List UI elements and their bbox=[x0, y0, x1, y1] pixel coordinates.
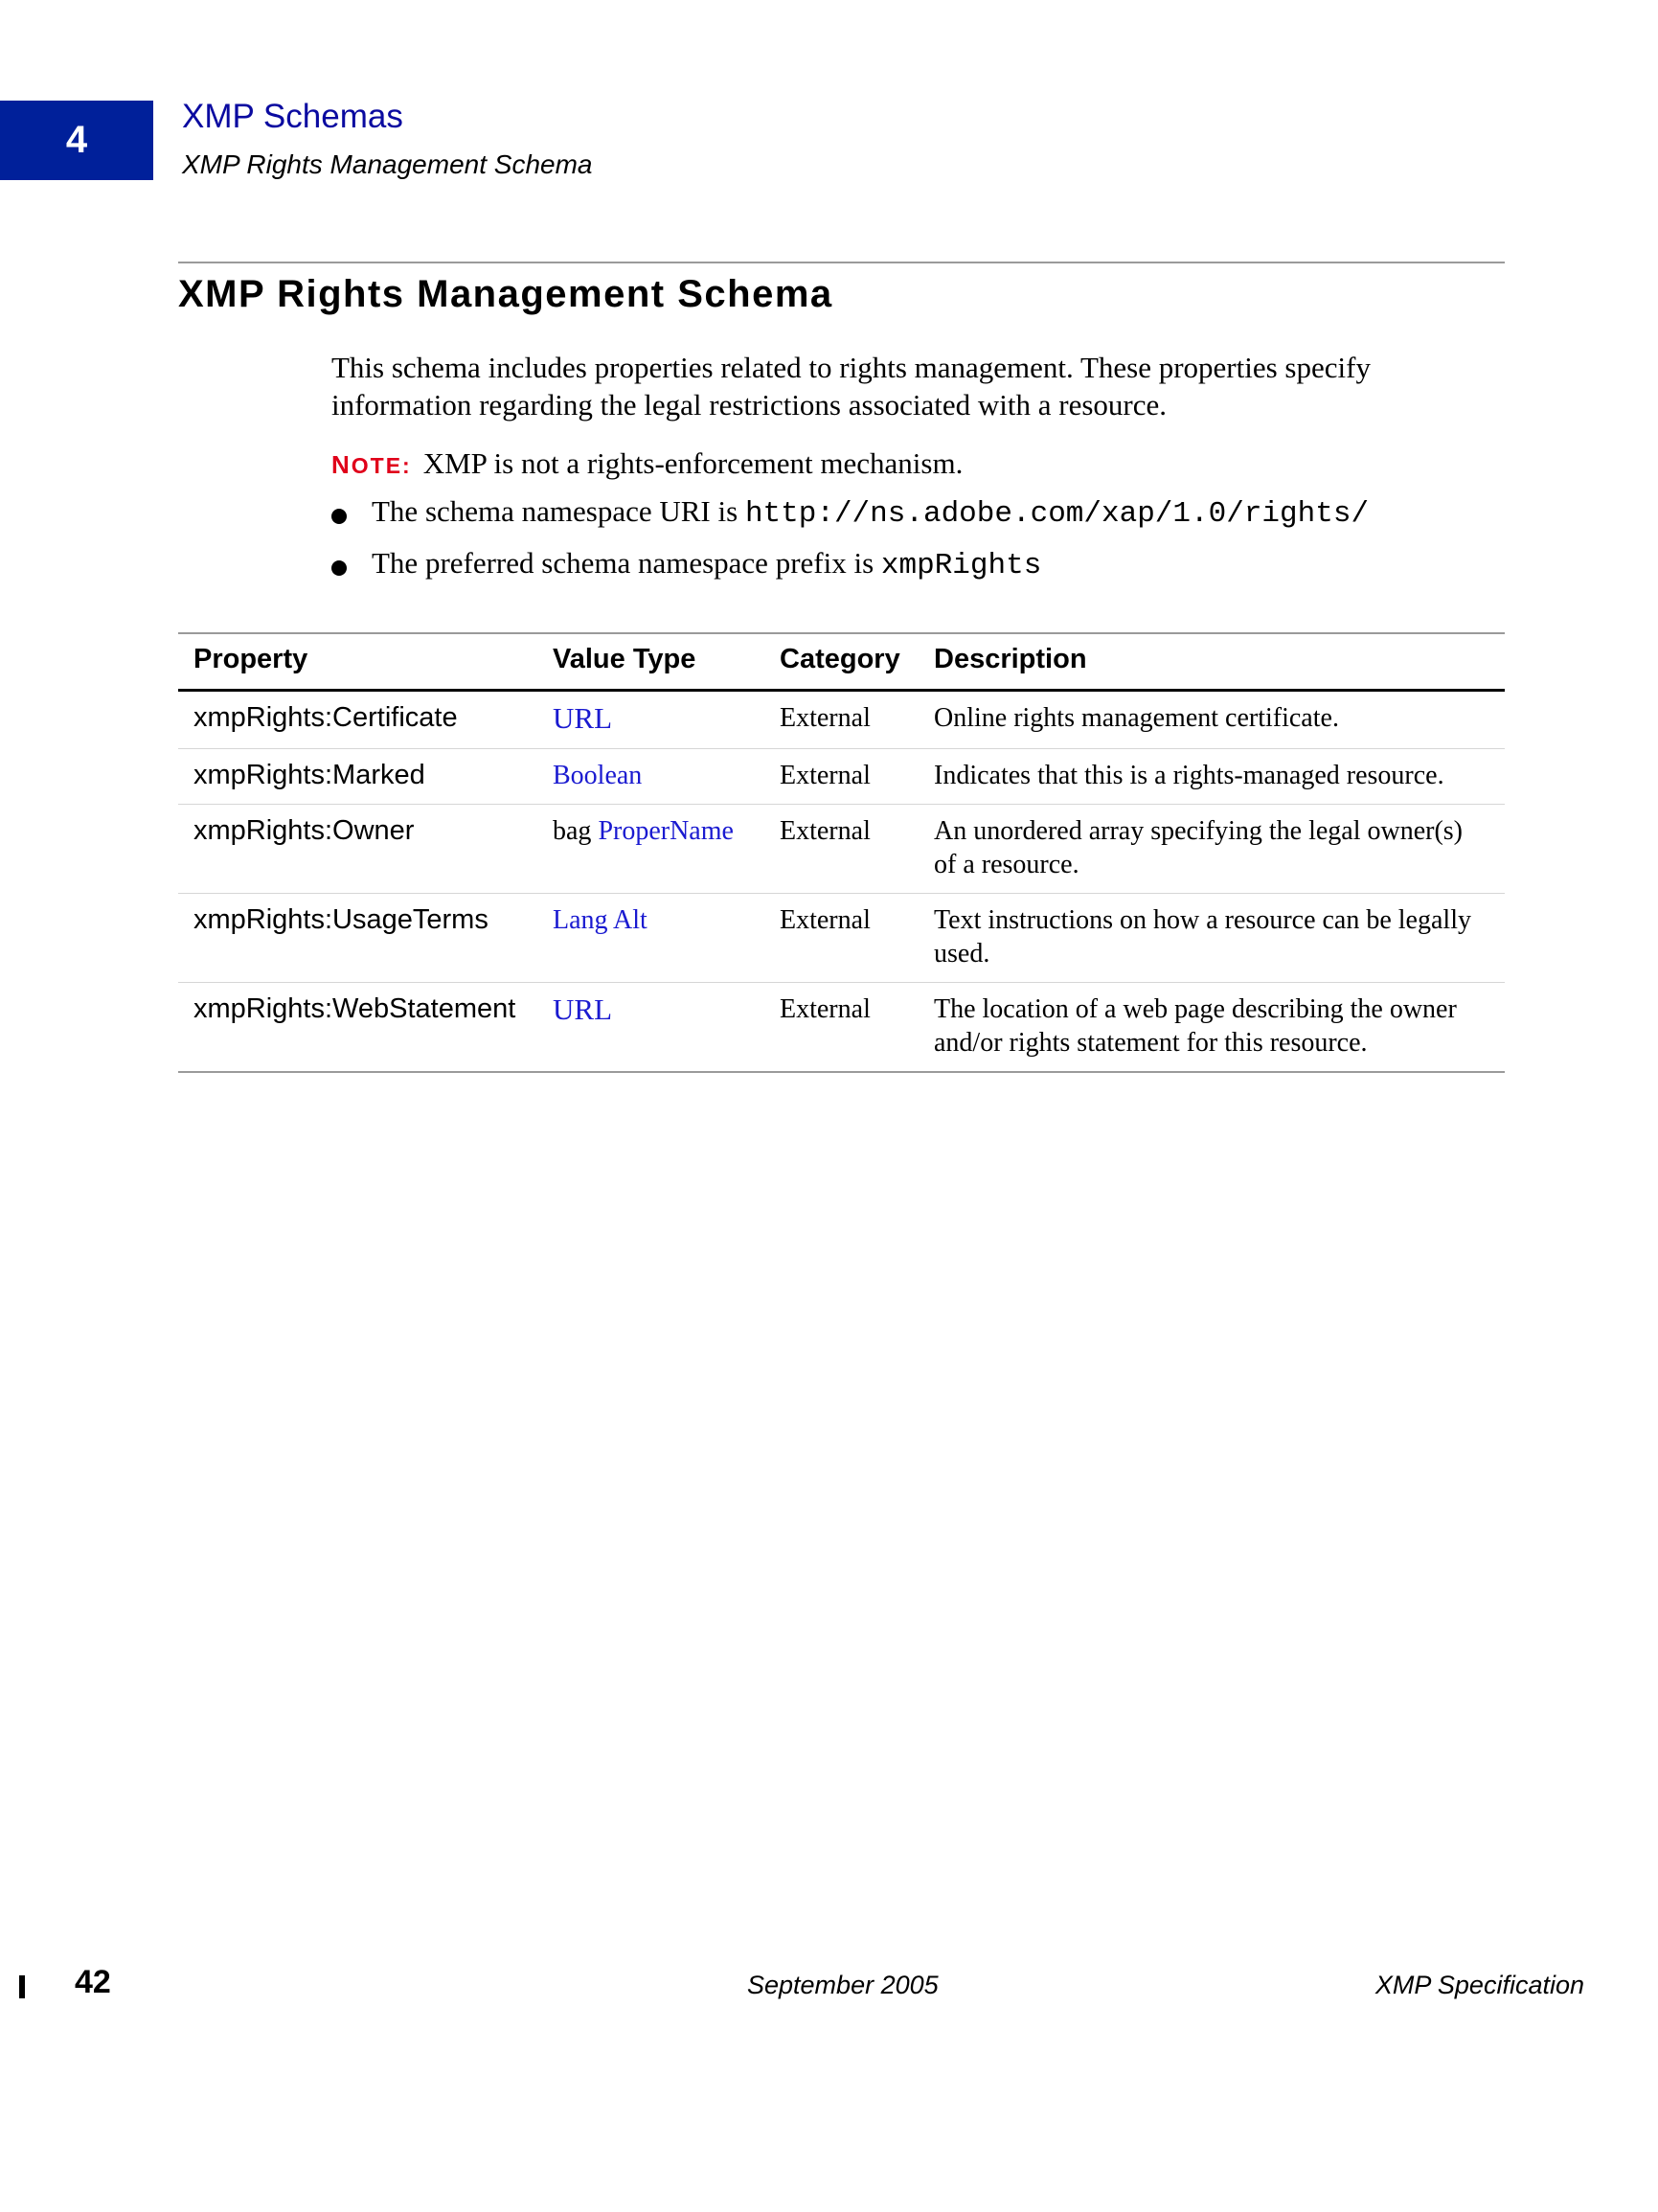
value-type bbox=[537, 805, 764, 894]
description: Text instructions on how a resource can be legally used. bbox=[919, 894, 1505, 983]
value-type bbox=[537, 894, 764, 983]
value-type-link[interactable]: Boolean bbox=[553, 761, 643, 790]
bullet-list bbox=[331, 494, 1369, 598]
property-name: xmpRights:Marked bbox=[178, 749, 537, 805]
property-name: xmpRights:Certificate bbox=[178, 691, 537, 749]
note-label-rest: OTE: bbox=[351, 453, 412, 478]
table-row bbox=[178, 894, 1505, 983]
chapter-title[interactable]: XMP Schemas bbox=[182, 98, 403, 135]
table-header-row bbox=[178, 633, 1505, 691]
description: Online rights management certificate. bbox=[919, 691, 1505, 749]
value-type bbox=[537, 691, 764, 749]
column-header-category: Category bbox=[764, 633, 919, 691]
chapter-tab bbox=[0, 101, 153, 180]
note bbox=[331, 446, 963, 481]
footer-date: September 2005 bbox=[747, 1971, 939, 1999]
property-name: xmpRights:UsageTerms bbox=[178, 894, 537, 983]
column-header-value-type: Value Type bbox=[537, 633, 764, 691]
bullet-icon bbox=[331, 509, 347, 524]
table-row bbox=[178, 805, 1505, 894]
column-header-property: Property bbox=[178, 633, 537, 691]
chapter-number: 4 bbox=[65, 119, 88, 161]
change-bar bbox=[19, 1975, 25, 1998]
value-type bbox=[537, 749, 764, 805]
namespace-uri: http://ns.adobe.com/xap/1.0/rights/ bbox=[744, 497, 1370, 531]
list-item bbox=[331, 546, 1369, 598]
intro-paragraph: This schema includes properties related to rights management. These properties specify information regarding the legal restrictions associated with a resource. bbox=[331, 351, 1371, 422]
description: Indicates that this is a rights-managed resource. bbox=[919, 749, 1505, 805]
value-type-link[interactable]: URL bbox=[553, 992, 612, 1026]
table-row bbox=[178, 983, 1505, 1073]
table-row bbox=[178, 691, 1505, 749]
category: External bbox=[764, 805, 919, 894]
bullet-text: The schema namespace URI is bbox=[372, 494, 745, 528]
column-header-description: Description bbox=[919, 633, 1505, 691]
value-type-link[interactable]: Lang Alt bbox=[553, 905, 647, 935]
category: External bbox=[764, 749, 919, 805]
value-type-prefix: bag bbox=[553, 816, 599, 846]
category: External bbox=[764, 983, 919, 1073]
running-section-title: XMP Rights Management Schema bbox=[182, 149, 593, 179]
section-divider bbox=[178, 262, 1505, 263]
page-number: 42 bbox=[75, 1964, 111, 2000]
bullet-icon bbox=[331, 560, 347, 576]
bullet-text: The preferred schema namespace prefix is bbox=[372, 546, 881, 580]
description: An unordered array specifying the legal owner(s) of a resource. bbox=[919, 805, 1505, 894]
footer-document-title: XMP Specification bbox=[1374, 1971, 1584, 1999]
property-name: xmpRights:Owner bbox=[178, 805, 537, 894]
properties-table bbox=[178, 632, 1505, 1073]
namespace-prefix: xmpRights bbox=[880, 549, 1042, 582]
note-label-initial: N bbox=[331, 450, 352, 479]
value-type-link[interactable]: ProperName bbox=[598, 816, 734, 846]
list-item bbox=[331, 494, 1369, 546]
section-heading: XMP Rights Management Schema bbox=[178, 273, 833, 315]
description: The location of a web page describing the owner and/or rights statement for this resource. bbox=[919, 983, 1505, 1073]
value-type-link[interactable]: URL bbox=[553, 701, 612, 735]
value-type bbox=[537, 983, 764, 1073]
note-text: XMP is not a rights-enforcement mechanism. bbox=[422, 446, 964, 480]
table-row bbox=[178, 749, 1505, 805]
property-name: xmpRights:WebStatement bbox=[178, 983, 537, 1073]
category: External bbox=[764, 894, 919, 983]
note-label bbox=[331, 450, 412, 479]
category: External bbox=[764, 691, 919, 749]
